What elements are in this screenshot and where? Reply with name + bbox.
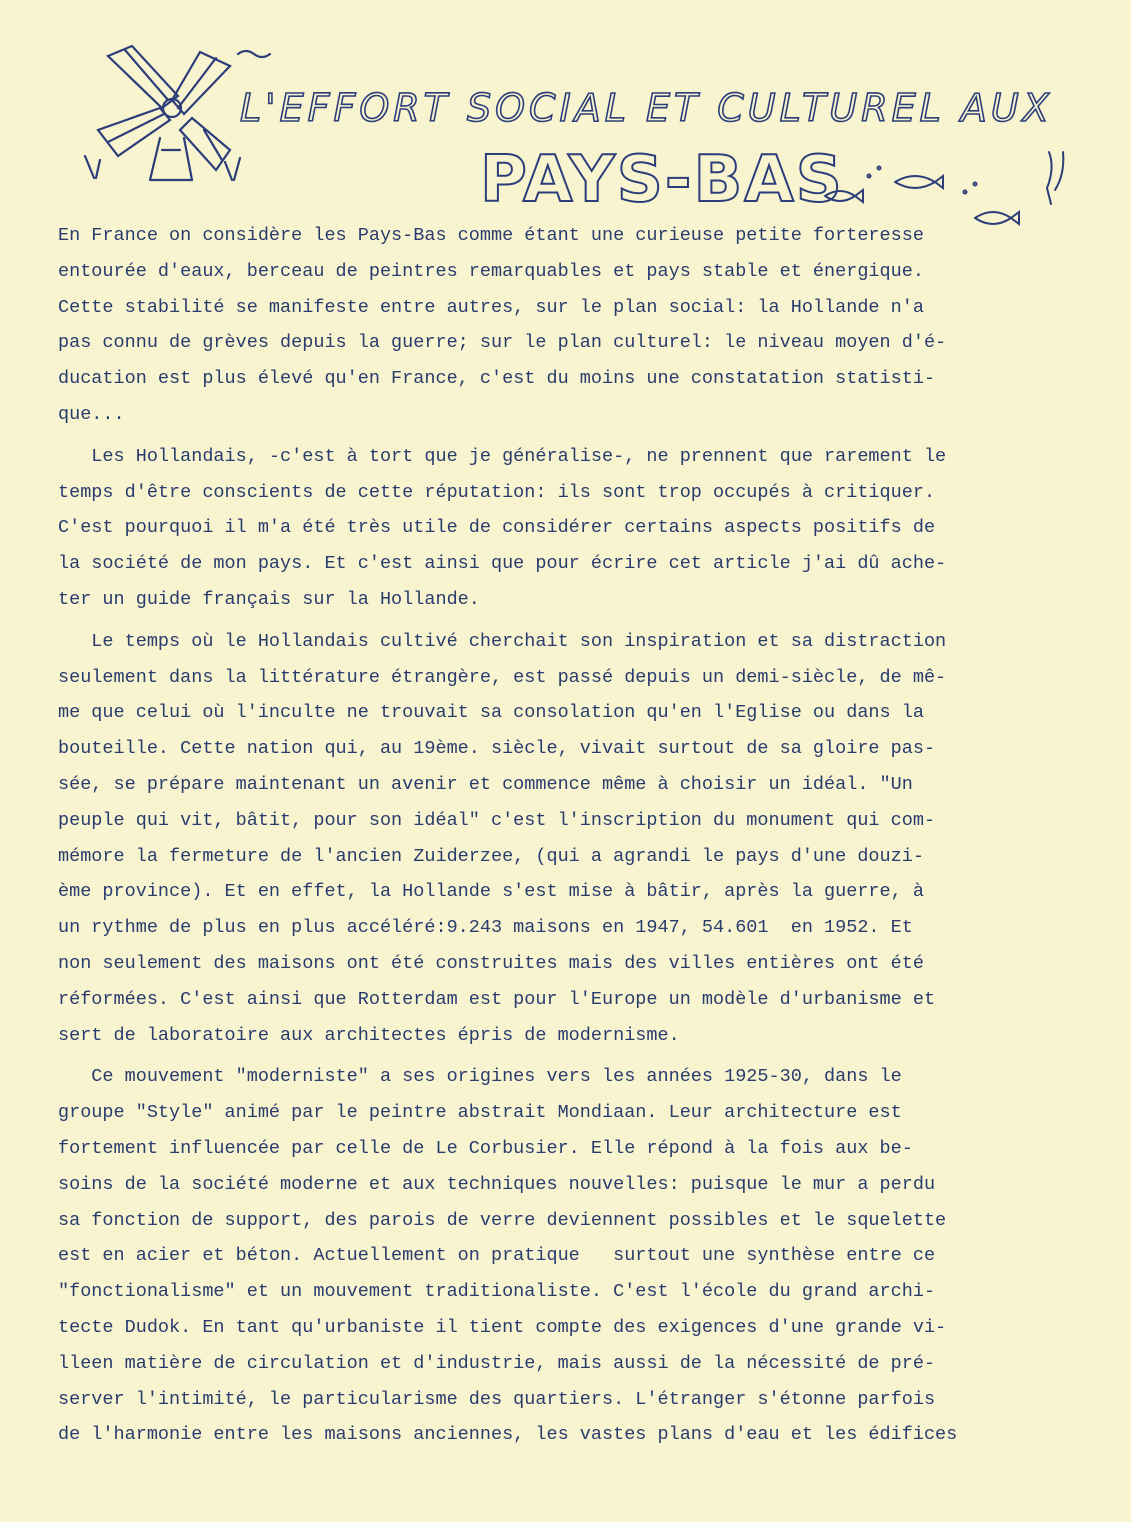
text-line: server l'intimité, le particularisme des quartiers. L'étranger s'étonne parfois bbox=[58, 1388, 936, 1410]
text-line: entourée d'eaux, berceau de peintres remarquables et pays stable et énergique. bbox=[58, 260, 924, 282]
text-line: Les Hollandais, -c'est à tort que je généralise-, ne prennent que rarement le bbox=[58, 445, 947, 467]
text-line: En France on considère les Pays-Bas comme étant une curieuse petite forteresse bbox=[58, 225, 924, 246]
text-line: seulement dans la littérature étrangère, est passé depuis un demi-siècle, de mê- bbox=[58, 666, 947, 688]
text-line: la société de mon pays. Et c'est ainsi que pour écrire cet article j'ai dû ache- bbox=[58, 553, 947, 575]
text-line: soins de la société moderne et aux techniques nouvelles: puisque le mur a perdu bbox=[58, 1173, 936, 1195]
text-line: C'est pourquoi il m'a été très utile de considérer certains aspects positifs de bbox=[58, 517, 936, 539]
text-line: non seulement des maisons ont été construites mais des villes entières ont été bbox=[58, 952, 924, 974]
text-line: pas connu de grèves depuis la guerre; sur le plan culturel: le niveau moyen d'é- bbox=[58, 332, 947, 354]
text-line: groupe "Style" animé par le peintre abstrait Mondiaan. Leur architecture est bbox=[58, 1102, 902, 1124]
text-line: Cette stabilité se manifeste entre autres, sur le plan social: la Hollande n'a bbox=[58, 296, 924, 318]
text-line: ème province). Et en effet, la Hollande s'est mise à bâtir, après la guerre, à bbox=[58, 881, 924, 903]
text-line: me que celui où l'inculte ne trouvait sa consolation qu'en l'Eglise ou dans la bbox=[58, 702, 924, 724]
text-line: un rythme de plus en plus accéléré:9.243 maisons en 1947, 54.601 en 1952. Et bbox=[58, 917, 913, 939]
fish-icon bbox=[815, 148, 1085, 228]
paragraph bbox=[58, 624, 1098, 1054]
text-line: que... bbox=[58, 403, 125, 425]
text-line: lleen matière de circulation et d'industrie, mais aussi de la nécessité de pré- bbox=[58, 1352, 936, 1374]
text-line: sée, se prépare maintenant un avenir et commence même à choisir un idéal. "Un bbox=[58, 773, 913, 795]
paragraph bbox=[58, 1059, 1098, 1453]
text-line: Le temps où le Hollandais cultivé cherchait son inspiration et sa distraction bbox=[58, 630, 947, 652]
text-line: tecte Dudok. En tant qu'urbaniste il tient compte des exigences d'une grande vi- bbox=[58, 1316, 947, 1338]
header bbox=[80, 38, 1090, 218]
text-line: sert de laboratoire aux architectes épris de modernisme. bbox=[58, 1024, 680, 1046]
text-line: Ce mouvement "moderniste" a ses origines vers les années 1925-30, dans le bbox=[58, 1066, 902, 1088]
text-line: ter un guide français sur la Hollande. bbox=[58, 588, 480, 610]
text-line: bouteille. Cette nation qui, au 19ème. siècle, vivait surtout de sa gloire pas- bbox=[58, 738, 936, 760]
text-line: fortement influencée par celle de Le Corbusier. Elle répond à la fois aux be- bbox=[58, 1137, 913, 1159]
text-line: "fonctionalisme" et un mouvement traditionaliste. C'est l'école du grand archi- bbox=[58, 1281, 936, 1303]
text-line: est en acier et béton. Actuellement on pratique surtout une synthèse entre ce bbox=[58, 1245, 936, 1267]
text-line: ducation est plus élevé qu'en France, c'est du moins une constatation statisti- bbox=[58, 368, 936, 390]
text-line: de l'harmonie entre les maisons anciennes, les vastes plans d'eau et les édifices bbox=[58, 1424, 958, 1446]
article-body bbox=[58, 218, 1098, 1453]
text-line: temps d'être conscients de cette réputation: ils sont trop occupés à critiquer. bbox=[58, 481, 936, 503]
text-line: sa fonction de support, des parois de verre deviennent possibles et le squelette bbox=[58, 1209, 947, 1231]
paragraph bbox=[58, 218, 1098, 433]
title-line-2: PAYS-BAS bbox=[480, 143, 844, 217]
text-line: mémore la fermeture de l'ancien Zuiderzee, (qui a agrandi le pays d'une douzi- bbox=[58, 845, 924, 867]
text-line: peuple qui vit, bâtit, pour son idéal" c'est l'inscription du monument qui com- bbox=[58, 809, 936, 831]
paragraph bbox=[58, 439, 1098, 618]
text-line: réformées. C'est ainsi que Rotterdam est pour l'Europe un modèle d'urbanisme et bbox=[58, 988, 936, 1010]
title-line-1: L'EFFORT SOCIAL ET CULTUREL AUX bbox=[240, 86, 1053, 130]
